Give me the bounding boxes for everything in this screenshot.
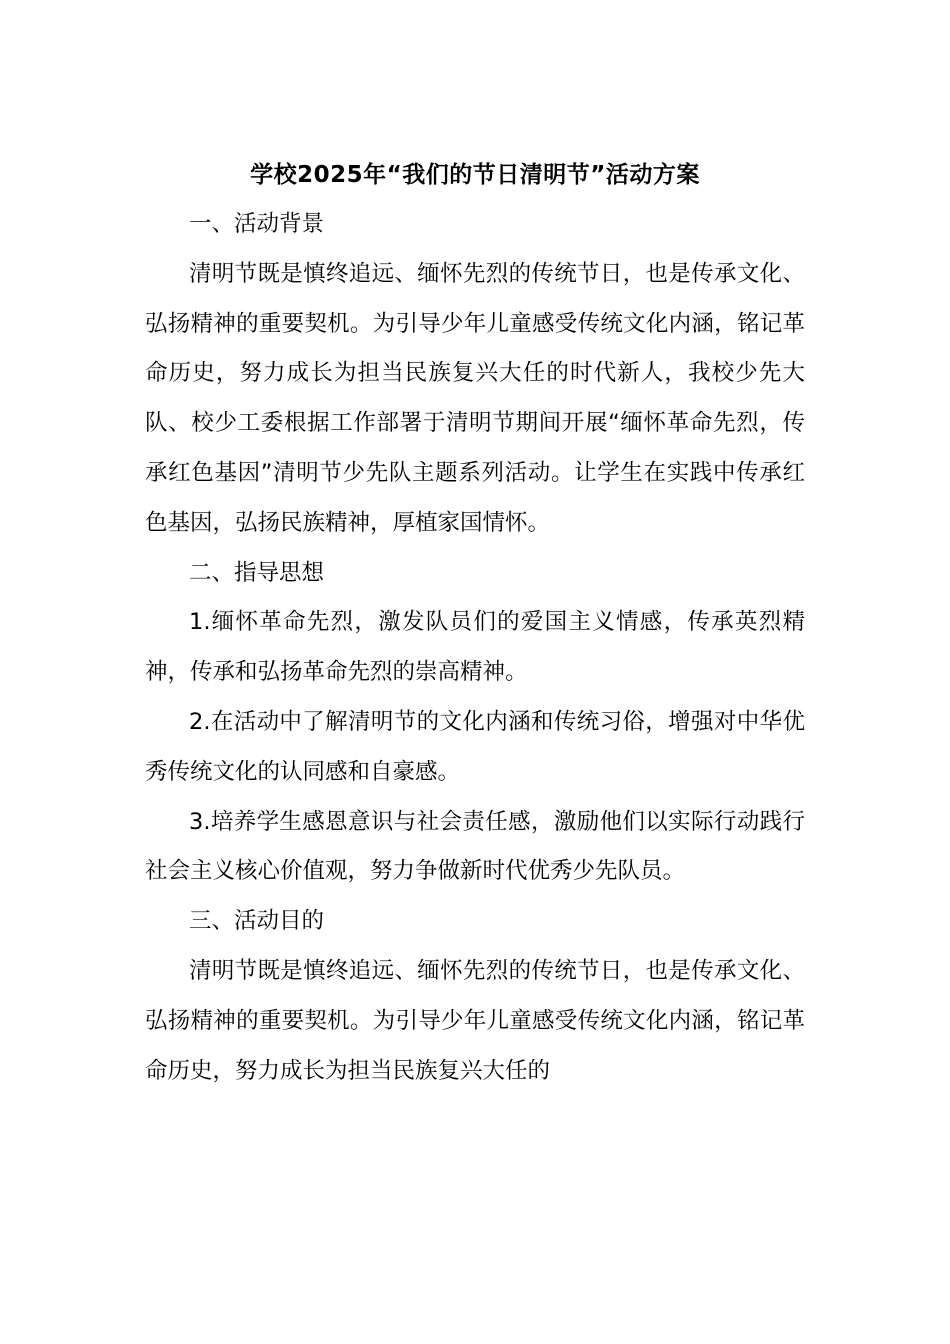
guiding-item-2: 2.在活动中了解清明节的文化内涵和传统习俗，增强对中华优秀传统文化的认同感和自豪感。 — [145, 708, 805, 785]
document-title: 学校2025年“我们的节日清明节”活动方案 — [250, 162, 700, 188]
background-paragraph: 清明节既是慎终追远、缅怀先烈的传统节日，也是传承文化、弘扬精神的重要契机。为引导少年儿童感受传统文化内涵，铭记革命历史，努力成长为担当民族复兴大任的时代新人，我校少先大队、校少工委根据工作部署于清明节期间开展“缅怀革命先烈，传承红色基因”清明节少先队主题系列活动。让学生在实践中传承红色基因，弘扬民族精神，厚植家国情怀。 — [145, 260, 805, 536]
section-heading-background: 一、活动背景 — [189, 211, 325, 237]
guiding-item-1: 1.缅怀革命先烈，激发队员们的爱国主义情感，传承英烈精神，传承和弘扬革命先烈的崇高精神。 — [145, 609, 805, 686]
section-heading-purpose: 三、活动目的 — [189, 908, 325, 935]
section-heading-guiding-thought: 二、指导思想 — [189, 559, 325, 586]
guiding-item-3: 3.培养学生感恩意识与社会责任感，激励他们以实际行动践行社会主义核心价值观，努力争做新时代优秀少先队员。 — [145, 808, 805, 885]
purpose-paragraph: 清明节既是慎终追远、缅怀先烈的传统节日，也是传承文化、弘扬精神的重要契机。为引导少年儿童感受传统文化内涵，铭记革命历史，努力成长为担当民族复兴大任的 — [145, 957, 805, 1084]
document-body — [145, 150, 805, 1096]
